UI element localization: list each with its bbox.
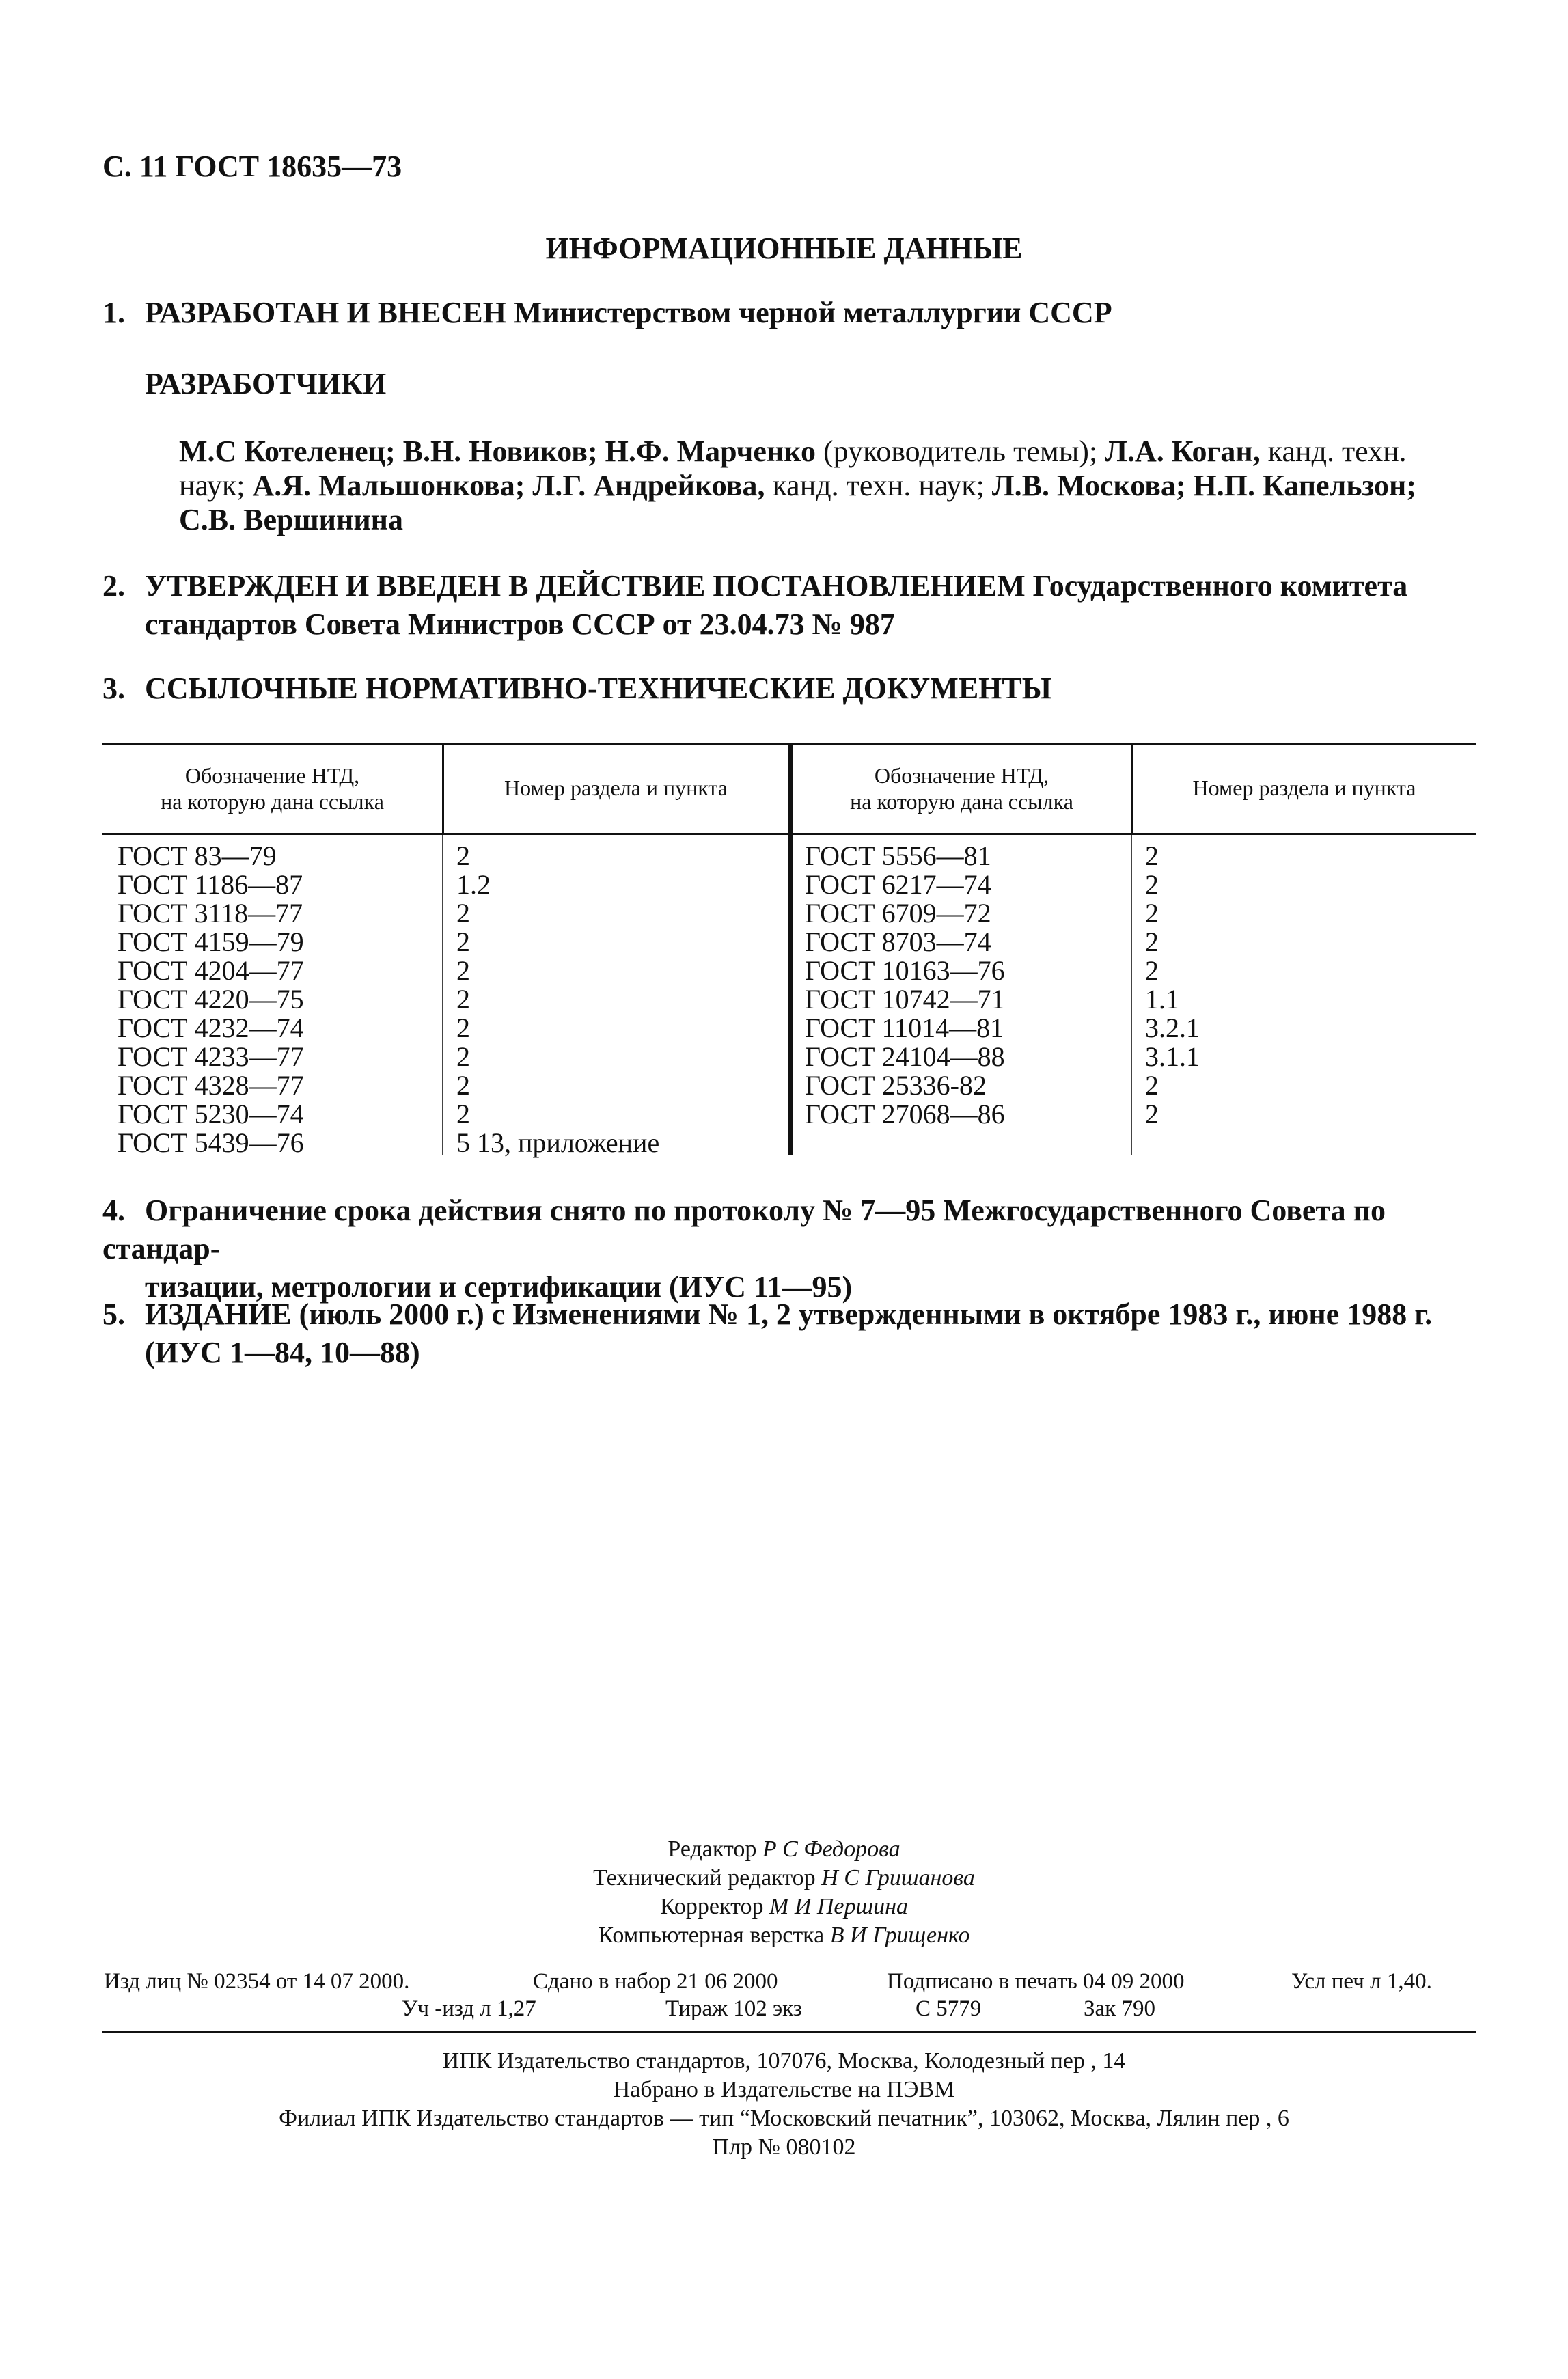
print-run: Тираж 102 экз [665, 1996, 802, 2021]
footer [0, 2047, 1568, 2162]
table-cell: 2 [456, 1099, 470, 1129]
table-cell: 2 [1145, 955, 1159, 986]
credit-line [0, 1835, 1568, 1864]
header-doc-left: Обозначение НТД, на которую дана ссылка [161, 763, 384, 814]
section-4-line1: Ограничение срока действия снято по протоколу № 7—95 Межгосударственного Совета по стандар- [102, 1194, 1386, 1265]
credit-name: В И Грищенко [829, 1923, 970, 1948]
section-2-line2: стандартов Совета Министров СССР от 23.04.73 № 987 [145, 607, 895, 641]
printed-sheets: Усл печ л 1,40. [1291, 1969, 1432, 1994]
footer-line: Плр № 080102 [712, 2134, 856, 2160]
section-2-line1: УТВЕРЖДЕН И ВВЕДЕН В ДЕЙСТВИЕ ПОСТАНОВЛЕНИЕМ Государственного комитета [145, 569, 1408, 603]
table-cell: 2 [456, 1070, 470, 1101]
table-center-divider [788, 743, 790, 1155]
left-doc-column [118, 842, 304, 1157]
table-cell: ГОСТ 24104—88 [805, 1041, 1005, 1072]
table-cell: ГОСТ 10163—76 [805, 955, 1005, 986]
footer-line: Филиал ИПК Издательство стандартов — тип “Московский печатник”, 103062, Москва, Лялин пер , 6 [279, 2106, 1289, 2131]
table-cell: ГОСТ 5439—76 [118, 1127, 304, 1158]
table-cell: 2 [1145, 898, 1159, 929]
developer-name: Н.П. Капельзон; [1193, 469, 1416, 502]
reference-table [102, 743, 1476, 1158]
section-1-text: РАЗРАБОТАН И ВНЕСЕН Министерством черной металлургии СССР [145, 296, 1112, 329]
developer-name: Н.Ф. Марченко [605, 435, 816, 468]
section-1-number: 1. [102, 296, 125, 329]
section-2 [102, 567, 1476, 644]
section-3-text: ССЫЛОЧНЫЕ НОРМАТИВНО-ТЕХНИЧЕСКИЕ ДОКУМЕНТЫ [145, 672, 1051, 705]
table-cell: ГОСТ 4232—74 [118, 1013, 304, 1043]
section-2-number: 2. [102, 569, 125, 603]
credit-role: Технический редактор [593, 1865, 816, 1890]
credit-line [0, 1893, 1568, 1921]
table-divider [1131, 835, 1132, 1155]
credit-role: Редактор [668, 1837, 757, 1862]
section-3 [102, 671, 1051, 706]
table-cell: 1.2 [456, 869, 491, 900]
developers-list [179, 435, 1477, 537]
section-4 [102, 1192, 1476, 1306]
table-cell: 2 [456, 926, 470, 957]
table-cell: ГОСТ 6217—74 [805, 869, 991, 900]
developer-note: канд. техн. наук; [772, 469, 985, 502]
credits [0, 1835, 1568, 1950]
header-section-right: Номер раздела и пункта [1192, 775, 1416, 800]
developer-name: В.Н. Новиков; [402, 435, 598, 468]
developer-name: А.Я. Мальшонкова; [252, 469, 525, 502]
table-cell: ГОСТ 83—79 [118, 840, 277, 871]
section-4-number: 4. [102, 1194, 125, 1227]
table-cell: 2 [456, 1013, 470, 1043]
table-cell: 2 [1145, 926, 1159, 957]
section-1 [102, 295, 1112, 330]
table-cell: 2 [456, 1041, 470, 1072]
table-cell: ГОСТ 8703—74 [805, 926, 991, 957]
credit-role: Компьютерная верстка [598, 1923, 825, 1948]
table-cell: ГОСТ 4328—77 [118, 1070, 304, 1101]
table-cell: ГОСТ 1186—87 [118, 869, 303, 900]
credit-role: Корректор [659, 1894, 764, 1919]
developer-name: С.В. Вершинина [179, 503, 404, 536]
table-cell: ГОСТ 25336-82 [805, 1070, 987, 1101]
section-5 [102, 1295, 1476, 1372]
table-cell: ГОСТ 4204—77 [118, 955, 304, 986]
right-doc-column [805, 842, 1005, 1129]
catalog-number: С 5779 [916, 1996, 982, 2021]
credit-line [0, 1921, 1568, 1950]
table-cell: 2 [456, 955, 470, 986]
section-5-line2: (ИУС 1—84, 10—88) [145, 1336, 420, 1369]
table-cell: ГОСТ 4233—77 [118, 1041, 304, 1072]
page-title: ИНФОРМАЦИОННЫЕ ДАННЫЕ [545, 232, 1023, 265]
table-cell: 3.2.1 [1145, 1013, 1200, 1043]
table-cell: ГОСТ 27068—86 [805, 1099, 1005, 1129]
publishing-sheets: Уч -изд л 1,27 [402, 1996, 536, 2021]
license-info: Изд лиц № 02354 от 14 07 2000. [104, 1969, 410, 1994]
table-divider [442, 835, 443, 1155]
credit-name: Н С Гришанова [821, 1865, 975, 1890]
table-cell: 2 [456, 984, 470, 1015]
table-cell: 2 [1145, 869, 1159, 900]
header-doc-right: Обозначение НТД, на которую дана ссылка [850, 763, 1073, 814]
section-4-line2: тизации, метрологии и сертификации (ИУС 11—95) [145, 1270, 853, 1304]
typeset-date: Сдано в набор 21 06 2000 [533, 1969, 778, 1994]
footer-line: Набрано в Издательстве на ПЭВМ [613, 2077, 955, 2102]
section-3-number: 3. [102, 672, 125, 705]
developer-name: Л.В. Москова; [991, 469, 1186, 502]
developer-name: Л.Г. Андрейкова, [532, 469, 765, 502]
credit-line [0, 1864, 1568, 1893]
header-section-left: Номер раздела и пункта [504, 775, 728, 800]
right-section-column [1145, 842, 1200, 1129]
developer-name: М.С Котеленец; [179, 435, 396, 468]
developers-heading: РАЗРАБОТЧИКИ [145, 367, 387, 400]
left-section-column [456, 842, 659, 1157]
table-cell: ГОСТ 6709—72 [805, 898, 991, 929]
table-cell: ГОСТ 4159—79 [118, 926, 304, 957]
table-cell: ГОСТ 10742—71 [805, 984, 1005, 1015]
signed-date: Подписано в печать 04 09 2000 [887, 1969, 1185, 1994]
table-cell: ГОСТ 5230—74 [118, 1099, 304, 1129]
developer-note: канд. техн. наук; [179, 435, 1407, 502]
table-cell: 2 [456, 840, 470, 871]
table-cell: ГОСТ 5556—81 [805, 840, 991, 871]
table-cell: ГОСТ 11014—81 [805, 1013, 1004, 1043]
footer-rule [102, 2031, 1476, 2033]
table-cell: 3.1.1 [1145, 1041, 1200, 1072]
table-cell: ГОСТ 3118—77 [118, 898, 303, 929]
developer-name: Л.А. Коган, [1105, 435, 1261, 468]
table-cell: 2 [456, 898, 470, 929]
order-number: Зак 790 [1084, 1996, 1155, 2021]
page-header: С. 11 ГОСТ 18635—73 [102, 150, 402, 183]
table-cell: 1.1 [1145, 984, 1179, 1015]
section-5-line1: ИЗДАНИЕ (июль 2000 г.) с Изменениями № 1, 2 утвержденными в октябре 1983 г., июне 1988 г. [145, 1297, 1433, 1331]
section-5-number: 5. [102, 1297, 125, 1331]
table-cell: 2 [1145, 840, 1159, 871]
developer-note: (руководитель темы); [823, 435, 1098, 468]
table-cell: 2 [1145, 1099, 1159, 1129]
table-cell: 5 13, приложение [456, 1127, 660, 1158]
credit-name: Р С Федорова [762, 1837, 900, 1862]
credit-name: М И Першина [769, 1894, 909, 1919]
table-cell: ГОСТ 4220—75 [118, 984, 304, 1015]
footer-line: ИПК Издательство стандартов, 107076, Москва, Колодезный пер , 14 [442, 2048, 1126, 2074]
table-cell: 2 [1145, 1070, 1159, 1101]
